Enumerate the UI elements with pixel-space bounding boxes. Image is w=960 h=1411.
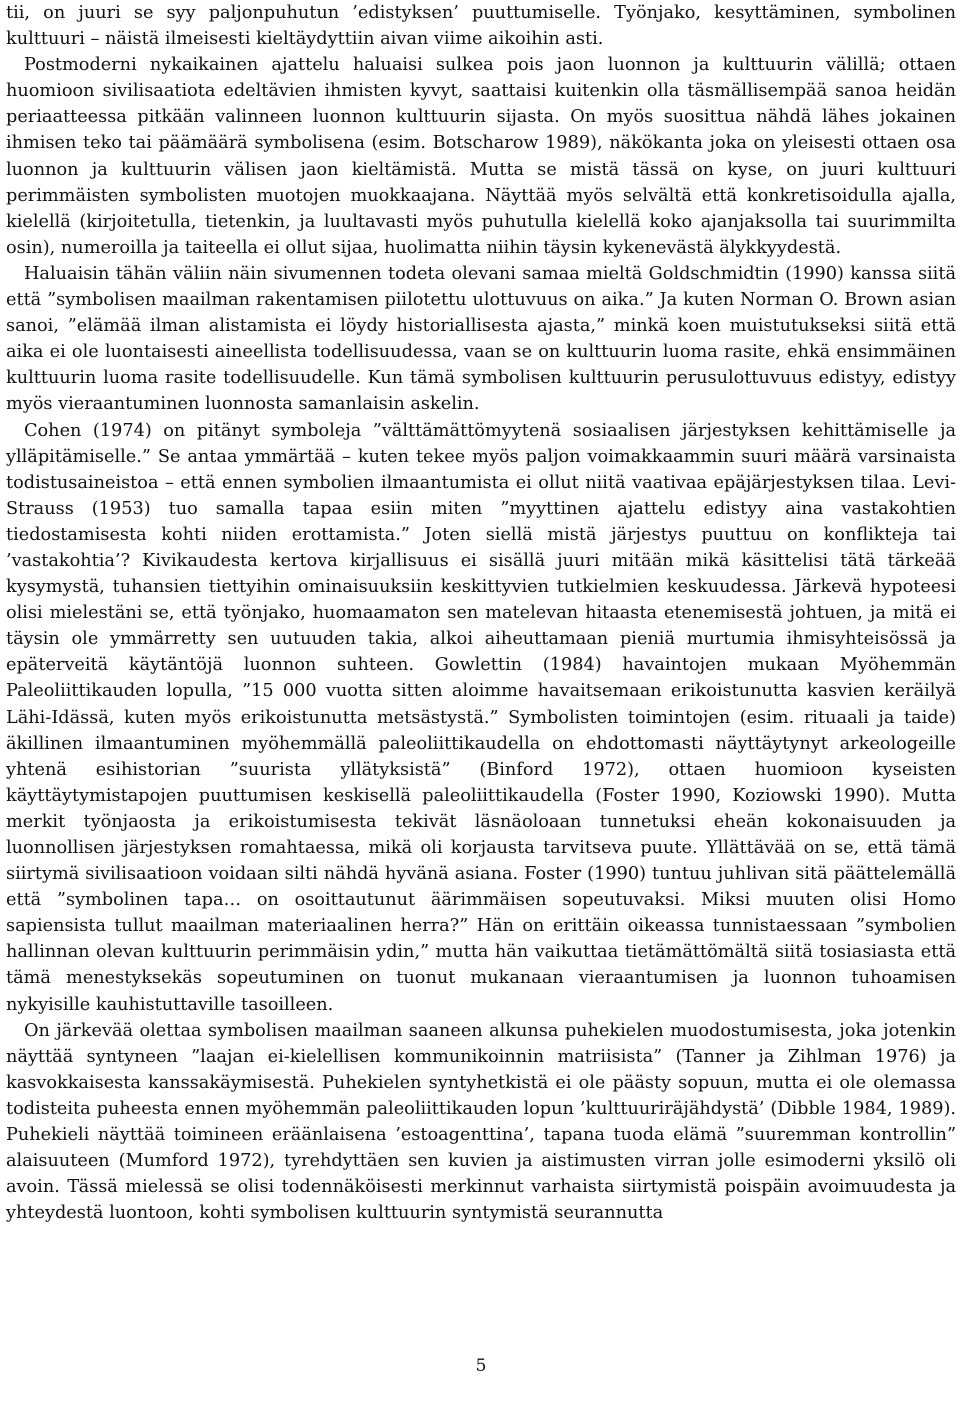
body-text xyxy=(6,0,956,1226)
page-number: 5 xyxy=(475,1356,487,1376)
paragraph-time: Haluaisin tähän väliin näin sivumennen todeta olevani samaa mieltä Goldschmidtin (1990) kanssa siitä että ”symbolisen maailman rakentamisen piilotettu ulottuvuus on aika.” Ja kuten Norman O. Brown asian sanoi, ”elämää ilman alistamista ei löydy historiallisesta ajasta,” minkä koen muistutukseksi siitä että aika ei ole luontaisesti aineellista todellisuudessa, vaan se on kulttuurin luoma rasite, ehkä ensimmäinen kulttuurin luoma rasite todellisuudelle. Kun tämä symbolisen kulttuurin perusulottuvuus edistyy, edistyy myös vieraantuminen luonnosta samanlaisin askelin. xyxy=(6,263,956,415)
paragraph-continuation: tii, on juuri se syy paljonpuhutun ’edistyksen’ puuttumiselle. Työnjako, kesyttäminen, symbolinen kulttuuri – näistä ilmeisesti kieltäydyttiin aivan viime aikoihin asti. xyxy=(6,3,956,50)
paragraph-language: On järkevää olettaa symbolisen maailman saaneen alkunsa puhekielen muodostumisesta, joka jotenkin näyttää syntyneen ”laajan ei-kielellisen kommunikoinnin matriisista” (Tanner ja Zihlman 1976) ja kasvokkaisesta kanssakäymisestä. Puhekielen syntyhetkistä ei ole päästy sopuun, mutta ei ole olemassa todisteita puheesta ennen myöhemmän paleoliittikauden lopun ’kulttuuriräjähdystä’ (Dibble 1984, 1989). Puhekieli näyttää toimineen eräänlaisena ’estoagenttina’, tapana tuoda elämä ”suuremman kontrollin” alaisuuteen (Mumford 1972), tyrehdyttäen sen kuvien ja aistimusten virran jolle esimoderni yksilö oli avoin. Tässä mielessä se olisi todennäköisesti merkinnut varhaista siirtymistä poispäin avoimuudesta ja yhteydestä luontoon, kohti symbolisen kulttuurin syntymistä seurannutta xyxy=(6,1020,956,1224)
paragraph-symbols-order: Cohen (1974) on pitänyt symboleja ”välttämättömyytenä sosiaalisen järjestyksen kehittämiselle ja ylläpitämiselle.” Se antaa ymmärtää – kuten tekee myös paljon voimakkaammin suuri määrä varsinaista todistusaineistoa – että ennen symbolien ilmaantumista ei ollut niitä vaativaa epäjärjestyksen tilaa. Levi-Strauss (1953) tuo samalla tapaa esiin miten ”myyttinen ajattelu edistyy aina vastakohtien tiedostamisesta kohti niiden erottamista.” Joten siellä mistä järjestys puuttuu on konflikteja tai ’vastakohtia’? Kivikaudesta kertova kirjallisuus ei sisällä juuri mitään mikä käsittelisi tätä tärkeää kysymystä, tuhansien tiettyihin ominaisuuksiin keskittyvien tutkielmien keskuudessa. Järkevä hypoteesi olisi mielestäni se, että työnjako, huomaamaton sen matelevan hitaasta etenemisestä johtuen, ja mitä ei täysin ole ymmärretty sen uutuuden takia, alkoi aiheuttamaan pieniä murtumia ihmisyhteisössä ja epäterveitä käytäntöjä luonnon suhteen. Gowlettin (1984) havaintojen mukaan Myöhemmän Paleoliittikauden lopulla, ”15 000 vuotta sitten aloimme havaitsemaan erikoistunutta kasvien keräilyä Lähi-Idässä, kuten myös erikoistunutta metsästystä.” Symbolisten toimintojen (esim. rituaali ja taide) äkillinen ilmaantuminen myöhemmällä paleoliittikaudella on ehdottomasti näyttäytynyt arkeologeille yhtenä esihistorian ”suurista yllätyksistä” (Binford 1972), ottaen huomioon kyseisten käyttäytymistapojen puuttumisen keskisellä paleoliittikaudella (Foster 1990, Koziowski 1990). Mutta merkit työnjaosta ja erikoistumisesta tekivät läsnäoloaan tunnetuksi eheän kokonaisuuden ja luonnollisen järjestyksen romahtaessa, mikä oli korjausta tarvitseva puute. Yllättävää on se, että tämä siirtymä sivilisaatioon voidaan silti nähdä hyvänä asiana. Foster (1990) tuntuu juhlivan sitä päättelemällä että ”symbolinen tapa… on osoittautunut äärimmäisen sopeutuvaksi. Miksi muuten olisi Homo sapiensista tullut maailman materiaalinen herra?” Hän on erittäin oikeassa tunnistaessaan ”symbolien hallinnan olevan kulttuurin perimmäisin ydin,” mutta hän vaikuttaa tietämättömältä siitä tosiasiasta että tämä menestyksekäs sopeutuminen on tuonut mukanaan vieraantumisen ja luonnon tuhoamisen nykyisille kauhistuttaville tasoilleen. xyxy=(6,420,956,1015)
document-page xyxy=(6,0,956,1411)
paragraph-postmodern: Postmoderni nykaikainen ajattelu haluaisi sulkea pois jaon luonnon ja kulttuurin välillä; ottaen huomioon sivilisaatiota edeltävien ihmisten kyvyt, saattaisi kuitenkin olla täsmällisempää sanoa heidän periaatteessa pitkään valinneen luonnon kulttuurin sijasta. On myös suosittua nähdä lähes jokainen ihmisen teko tai päämäärä symbolisena (esim. Botscharow 1989), näkökanta joka on yleisesti ottaen osa luonnon ja kulttuurin välisen jaon kieltämistä. Mutta se mistä tässä on kyse, on juuri kulttuuri perimmäisten symbolisten muotojen muokkaajana. Näyttää myös selvältä että konkretisoidulla ajalla, kielellä (kirjoitetulla, tietenkin, ja luultavasti myös puhutulla kielellä koko ajanjaksolla tai suurimmilta osin), numeroilla ja taiteella ei ollut sijaa, huolimatta niihin täysin kykenevästä älykkyydestä. xyxy=(6,55,956,258)
